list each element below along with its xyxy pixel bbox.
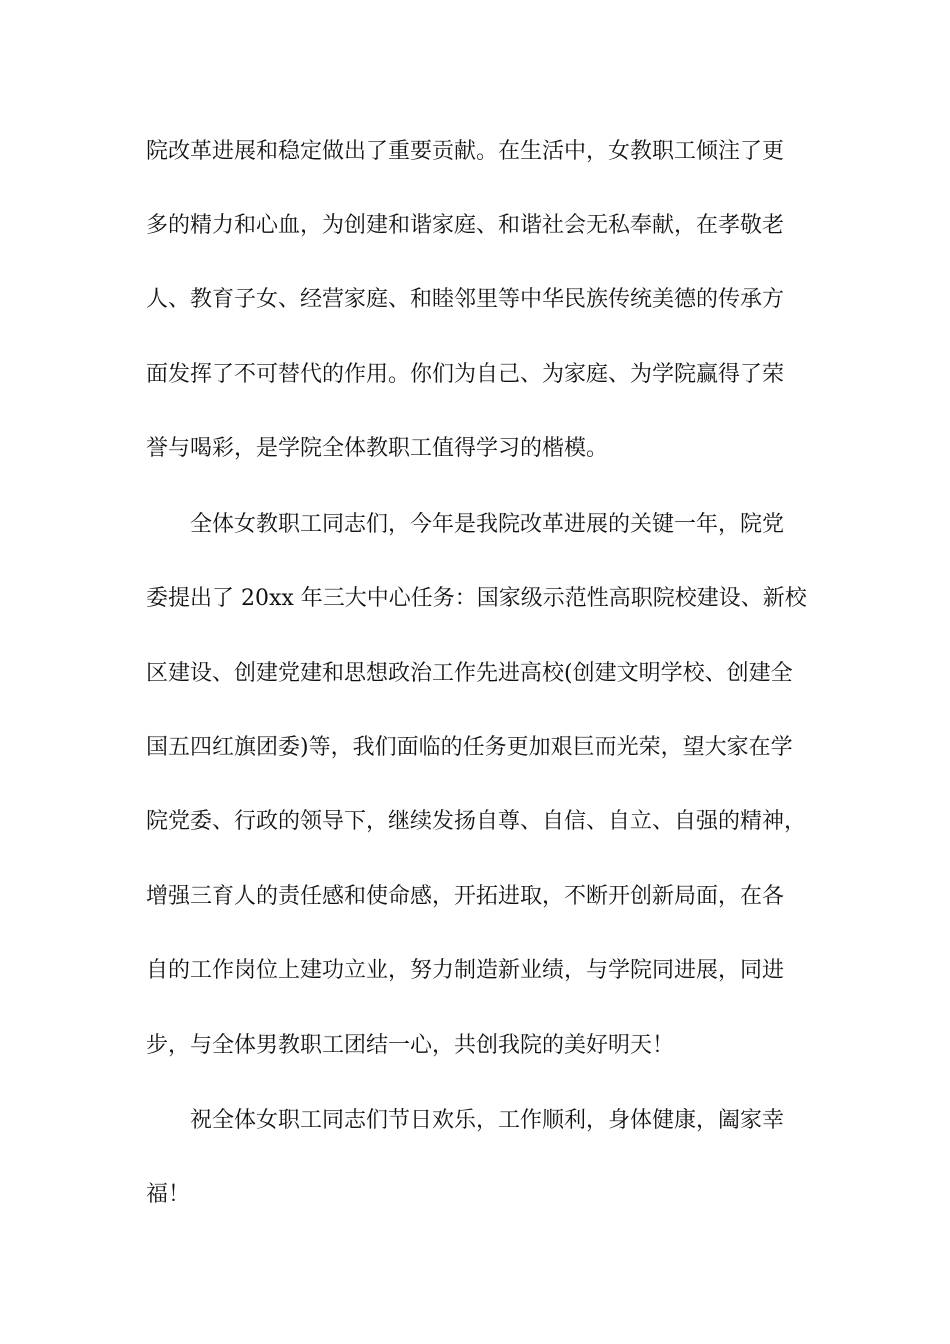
text-line: 院党委、行政的领导下，继续发扬自尊、自信、自立、自强的精神，	[146, 809, 807, 834]
paragraph-start-line: 全体女教职工同志们，今年是我院改革进展的关键一年，院党	[190, 512, 785, 537]
text-line: 院改革进展和稳定做出了重要贡献。在生活中，女教职工倾注了更	[146, 139, 785, 164]
text-line: 区建设、创建党建和思想政治工作先进高校(创建文明学校、创建全	[146, 661, 793, 686]
text-line: 委提出了 20xx 年三大中心任务：国家级示范性高职院校建设、新校	[146, 586, 807, 611]
text-line: 国五四红旗团委)等，我们面临的任务更加艰巨而光荣，望大家在学	[146, 735, 793, 760]
text-line: 多的精力和心血，为创建和谐家庭、和谐社会无私奉献，在孝敬老	[146, 213, 785, 238]
text-line: 誉与喝彩，是学院全体教职工值得学习的楷模。	[146, 436, 609, 461]
text-line: 福！	[146, 1182, 191, 1207]
text-line: 面发挥了不可替代的作用。你们为自己、为家庭、为学院赢得了荣	[146, 362, 785, 387]
paragraph-start-line: 祝全体女职工同志们节日欢乐，工作顺利，身体健康，阖家幸	[190, 1108, 785, 1133]
text-line: 自的工作岗位上建功立业，努力制造新业绩，与学院同进展，同进	[146, 958, 785, 983]
text-line: 人、教育子女、经营家庭、和睦邻里等中华民族传统美德的传承方	[146, 287, 785, 312]
text-line: 增强三育人的责任感和使命感，开拓进取，不断开创新局面，在各	[146, 884, 785, 909]
text-line: 步，与全体男教职工团结一心，共创我院的美好明天！	[146, 1033, 675, 1058]
